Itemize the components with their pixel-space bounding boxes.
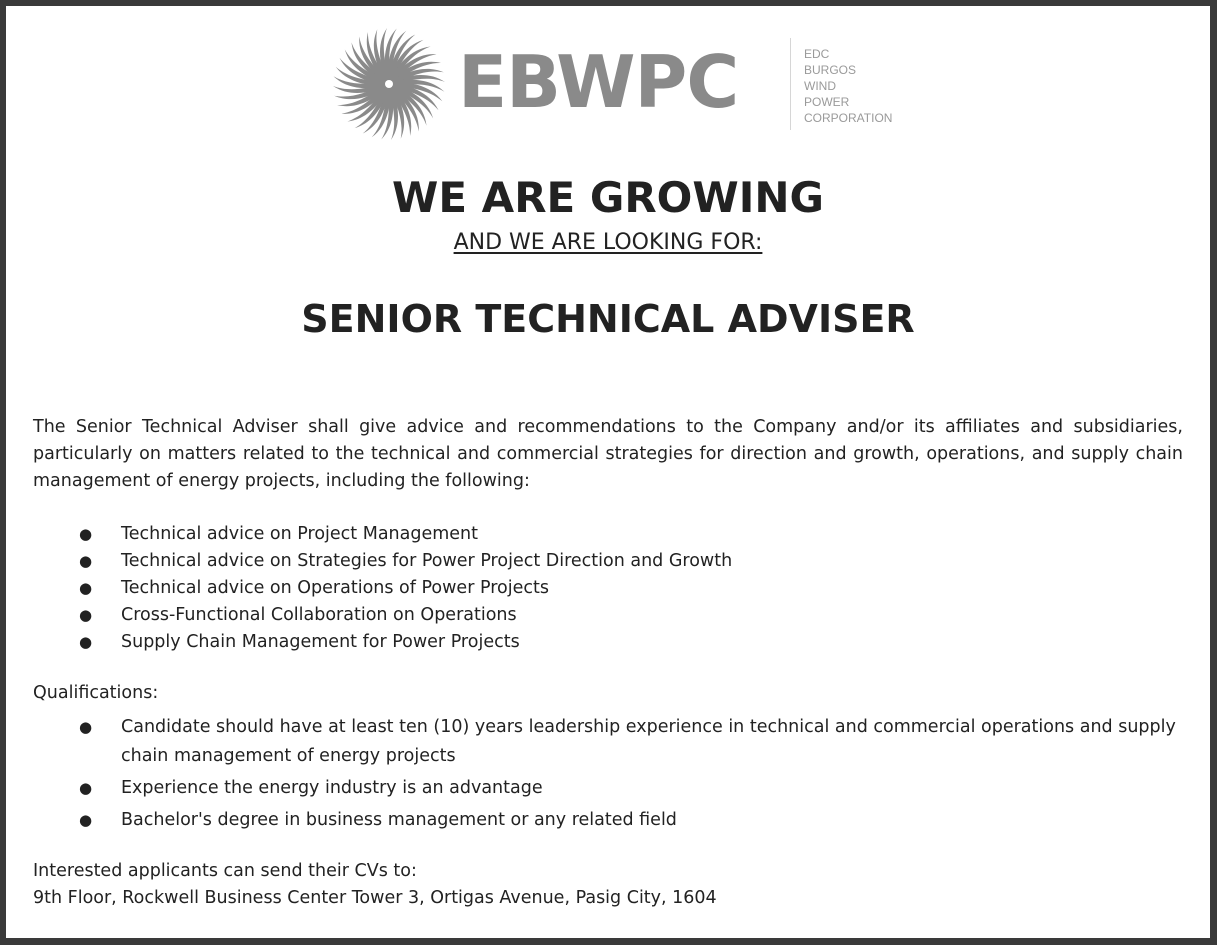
bullet-icon: ● xyxy=(79,579,93,597)
qualification-text: Experience the energy industry is an advantage xyxy=(121,778,543,798)
logo-subtitle xyxy=(804,46,892,126)
list-item xyxy=(33,602,1183,629)
intro-paragraph: The Senior Technical Adviser shall give advice and recommendations to the Company and/or its affiliates and subsidiaries, particularly on matters related to the technical and commercial strategies for direction and growth, operations, and supply chain management of energy projects, including the following: xyxy=(33,417,1183,491)
company-logo xyxy=(328,28,908,146)
swirl-center xyxy=(385,80,393,88)
duty-text: Supply Chain Management for Power Projects xyxy=(121,632,520,652)
list-item xyxy=(33,548,1183,575)
logo-subtitle-line: BURGOS xyxy=(804,63,857,77)
logo-subtitle-line: CORPORATION xyxy=(804,111,893,125)
subheadline-text: AND WE ARE LOOKING FOR: xyxy=(453,230,763,255)
logo-subtitle-line: EDC xyxy=(804,47,830,61)
qualifications-list xyxy=(33,713,1183,838)
application-info xyxy=(33,858,717,912)
headline: WE ARE GROWING xyxy=(392,173,824,222)
logo-wordmark: EBWPC xyxy=(458,40,739,124)
subheadline xyxy=(6,229,1210,257)
qualification-text: Candidate should have at least ten (10) years leadership experience in technical and commercial operations and supply chain management of energy projects xyxy=(121,717,1176,766)
bullet-icon: ● xyxy=(79,811,93,829)
qualifications-label: Qualifications: xyxy=(33,683,159,703)
qualification-text: Bachelor's degree in business management or any related field xyxy=(121,810,677,830)
bullet-icon: ● xyxy=(79,779,93,797)
bullet-icon: ● xyxy=(79,525,93,543)
apply-address: 9th Floor, Rockwell Business Center Tower 3, Ortigas Avenue, Pasig City, 1604 xyxy=(33,888,717,908)
list-item xyxy=(33,521,1183,548)
list-item xyxy=(33,806,1183,835)
logo-subtitle-line: WIND xyxy=(804,79,836,93)
duty-text: Technical advice on Project Management xyxy=(121,524,478,544)
duty-text: Technical advice on Operations of Power Projects xyxy=(121,578,549,598)
bullet-icon: ● xyxy=(79,633,93,651)
list-item xyxy=(33,774,1183,803)
list-item xyxy=(33,575,1183,602)
logo-divider xyxy=(790,38,791,130)
list-item xyxy=(33,629,1183,656)
job-posting-page xyxy=(6,6,1210,938)
position-title: SENIOR TECHNICAL ADVISER xyxy=(301,297,915,341)
list-item xyxy=(33,713,1183,771)
duty-text: Cross-Functional Collaboration on Operations xyxy=(121,605,517,625)
bullet-icon: ● xyxy=(79,718,93,736)
bullet-icon: ● xyxy=(79,606,93,624)
wind-swirl-icon xyxy=(328,28,450,140)
duty-text: Technical advice on Strategies for Power Project Direction and Growth xyxy=(121,551,733,571)
apply-instruction: Interested applicants can send their CVs to: xyxy=(33,861,417,881)
duties-list xyxy=(33,521,1183,656)
bullet-icon: ● xyxy=(79,552,93,570)
logo-subtitle-line: POWER xyxy=(804,95,850,109)
